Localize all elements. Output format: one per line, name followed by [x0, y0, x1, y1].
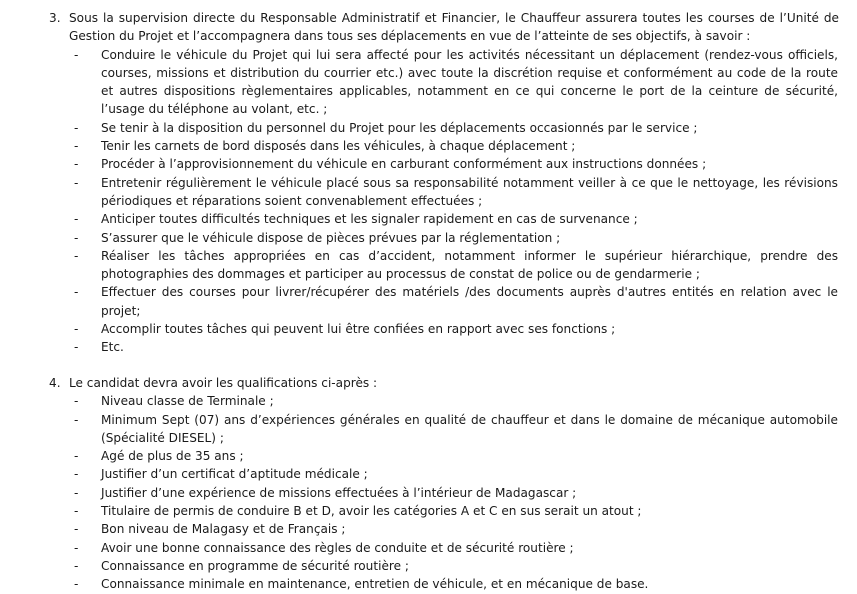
bullet-dash: -	[74, 485, 79, 500]
list-item-text: Agé de plus de 35 ans ;	[101, 449, 244, 464]
list-item-text: Anticiper toutes difficultés techniques et les signaler rapidement en cas de survenance ;	[101, 212, 638, 227]
list-item-text: Bon niveau de Malagasy et de Français ;	[101, 522, 346, 537]
bullet-dash: -	[74, 449, 79, 464]
list-item	[74, 520, 838, 538]
list-item	[74, 338, 838, 356]
list-item-text: S’assurer que le véhicule dispose de pièces prévues par la réglementation ;	[101, 230, 561, 245]
bullet-dash: -	[74, 558, 79, 573]
bullet-dash: -	[74, 540, 79, 555]
list-item-text: Connaissance en programme de sécurité routière ;	[101, 558, 409, 573]
list-item-text: Conduire le véhicule du Projet qui lui sera affecté pour les activités nécessitant un déplacement (rendez-vous officiels, courses, missions et distribution du courrier etc.) avec toute la discrétion requise et conformément au code de la route et autres dispositions règlementaires applicables, notamment en ce qui concerne le port de la ceinture de sécurité, l’usage du téléphone au volant, etc. ;	[101, 47, 838, 117]
list-item-text: Avoir une bonne connaissance des règles de conduite et de sécurité routière ;	[101, 540, 574, 555]
list-item-text: Justifier d’une expérience de missions effectuées à l’intérieur de Madagascar ;	[101, 485, 577, 500]
section-3-chauffeur-duties	[0, 9, 857, 357]
list-item	[74, 502, 838, 520]
list-item	[74, 484, 838, 502]
list-item	[74, 575, 838, 593]
list-item	[74, 46, 838, 119]
list-item	[74, 137, 838, 155]
section-4-intro-paragraph	[49, 374, 839, 392]
list-item	[74, 119, 838, 137]
bullet-dash: -	[74, 322, 79, 337]
list-item	[74, 320, 838, 338]
bullet-dash: -	[74, 47, 79, 62]
list-item-text: Effectuer des courses pour livrer/récupérer des matériels /des documents auprès d'autres entités en relation avec le projet;	[101, 285, 838, 318]
list-item	[74, 557, 838, 575]
list-item	[74, 174, 838, 211]
list-item-text: Réaliser les tâches appropriées en cas d’accident, notamment informer le supérieur hiérarchique, prendre des photographies des dommages et participer au processus de constat de police ou de gendarmerie ;	[101, 248, 838, 282]
list-item	[74, 283, 838, 320]
list-item-text: Etc.	[101, 340, 124, 355]
bullet-dash: -	[74, 120, 79, 135]
bullet-dash: -	[74, 577, 79, 592]
list-item	[74, 465, 838, 483]
bullet-dash: -	[74, 139, 79, 154]
list-item-text: Niveau classe de Terminale ;	[101, 394, 274, 409]
bullet-dash: -	[74, 175, 79, 190]
list-item	[74, 210, 838, 228]
section-3-intro-text: Sous la supervision directe du Responsable Administratif et Financier, le Chauffeur assurera toutes les courses de l’Unité de Gestion du Projet et l’accompagnera dans tous ses déplacements en vue de l’atteinte de ses objectifs, à savoir :	[69, 11, 839, 44]
list-item-text: Accomplir toutes tâches qui peuvent lui être confiées en rapport avec ses fonctions ;	[101, 322, 616, 337]
bullet-dash: -	[74, 157, 79, 172]
section-3-number: 3.	[49, 11, 61, 25]
section-4-intro-text: Le candidat devra avoir les qualifications ci-après :	[69, 376, 378, 390]
list-item	[74, 539, 838, 557]
bullet-dash: -	[74, 394, 79, 409]
section-3-duties-list	[0, 46, 857, 357]
bullet-dash: -	[74, 504, 79, 519]
list-item-text: Justifier d’un certificat d’aptitude médicale ;	[101, 467, 368, 482]
section-4-number: 4.	[49, 376, 61, 390]
bullet-dash: -	[74, 212, 79, 227]
bullet-dash: -	[74, 230, 79, 245]
bullet-dash: -	[74, 522, 79, 537]
bullet-dash: -	[74, 412, 79, 427]
list-item	[74, 447, 838, 465]
list-item-text: Minimum Sept (07) ans d’expériences générales en qualité de chauffeur et dans le domaine de mécanique automobile (Spécialité DIESEL) ;	[101, 412, 838, 445]
list-item-text: Titulaire de permis de conduire B et D, avoir les catégories A et C en sus serait un atout ;	[101, 504, 642, 519]
list-item-text: Entretenir régulièrement le véhicule placé sous sa responsabilité notamment veiller à ce que le nettoyage, les révisions périodiques et réparations soient convenablement effectuées ;	[101, 175, 838, 208]
list-item-text: Procéder à l’approvisionnement du véhicule en carburant conformément aux instructions données ;	[101, 157, 707, 172]
section-4-qualifications-list	[0, 392, 857, 593]
list-item	[74, 247, 838, 284]
list-item	[74, 392, 838, 410]
list-item	[74, 411, 838, 448]
list-item	[74, 229, 838, 247]
section-4-qualifications	[0, 374, 857, 594]
bullet-dash: -	[74, 285, 79, 300]
bullet-dash: -	[74, 248, 79, 263]
bullet-dash: -	[74, 340, 79, 355]
list-item-text: Se tenir à la disposition du personnel du Projet pour les déplacements occasionnés par le service ;	[101, 120, 698, 135]
section-3-intro-paragraph	[49, 9, 839, 46]
list-item	[74, 155, 838, 173]
bullet-dash: -	[74, 467, 79, 482]
list-item-text: Connaissance minimale en maintenance, entretien de véhicule, et en mécanique de base.	[101, 577, 649, 592]
list-item-text: Tenir les carnets de bord disposés dans les véhicules, à chaque déplacement ;	[101, 139, 576, 154]
